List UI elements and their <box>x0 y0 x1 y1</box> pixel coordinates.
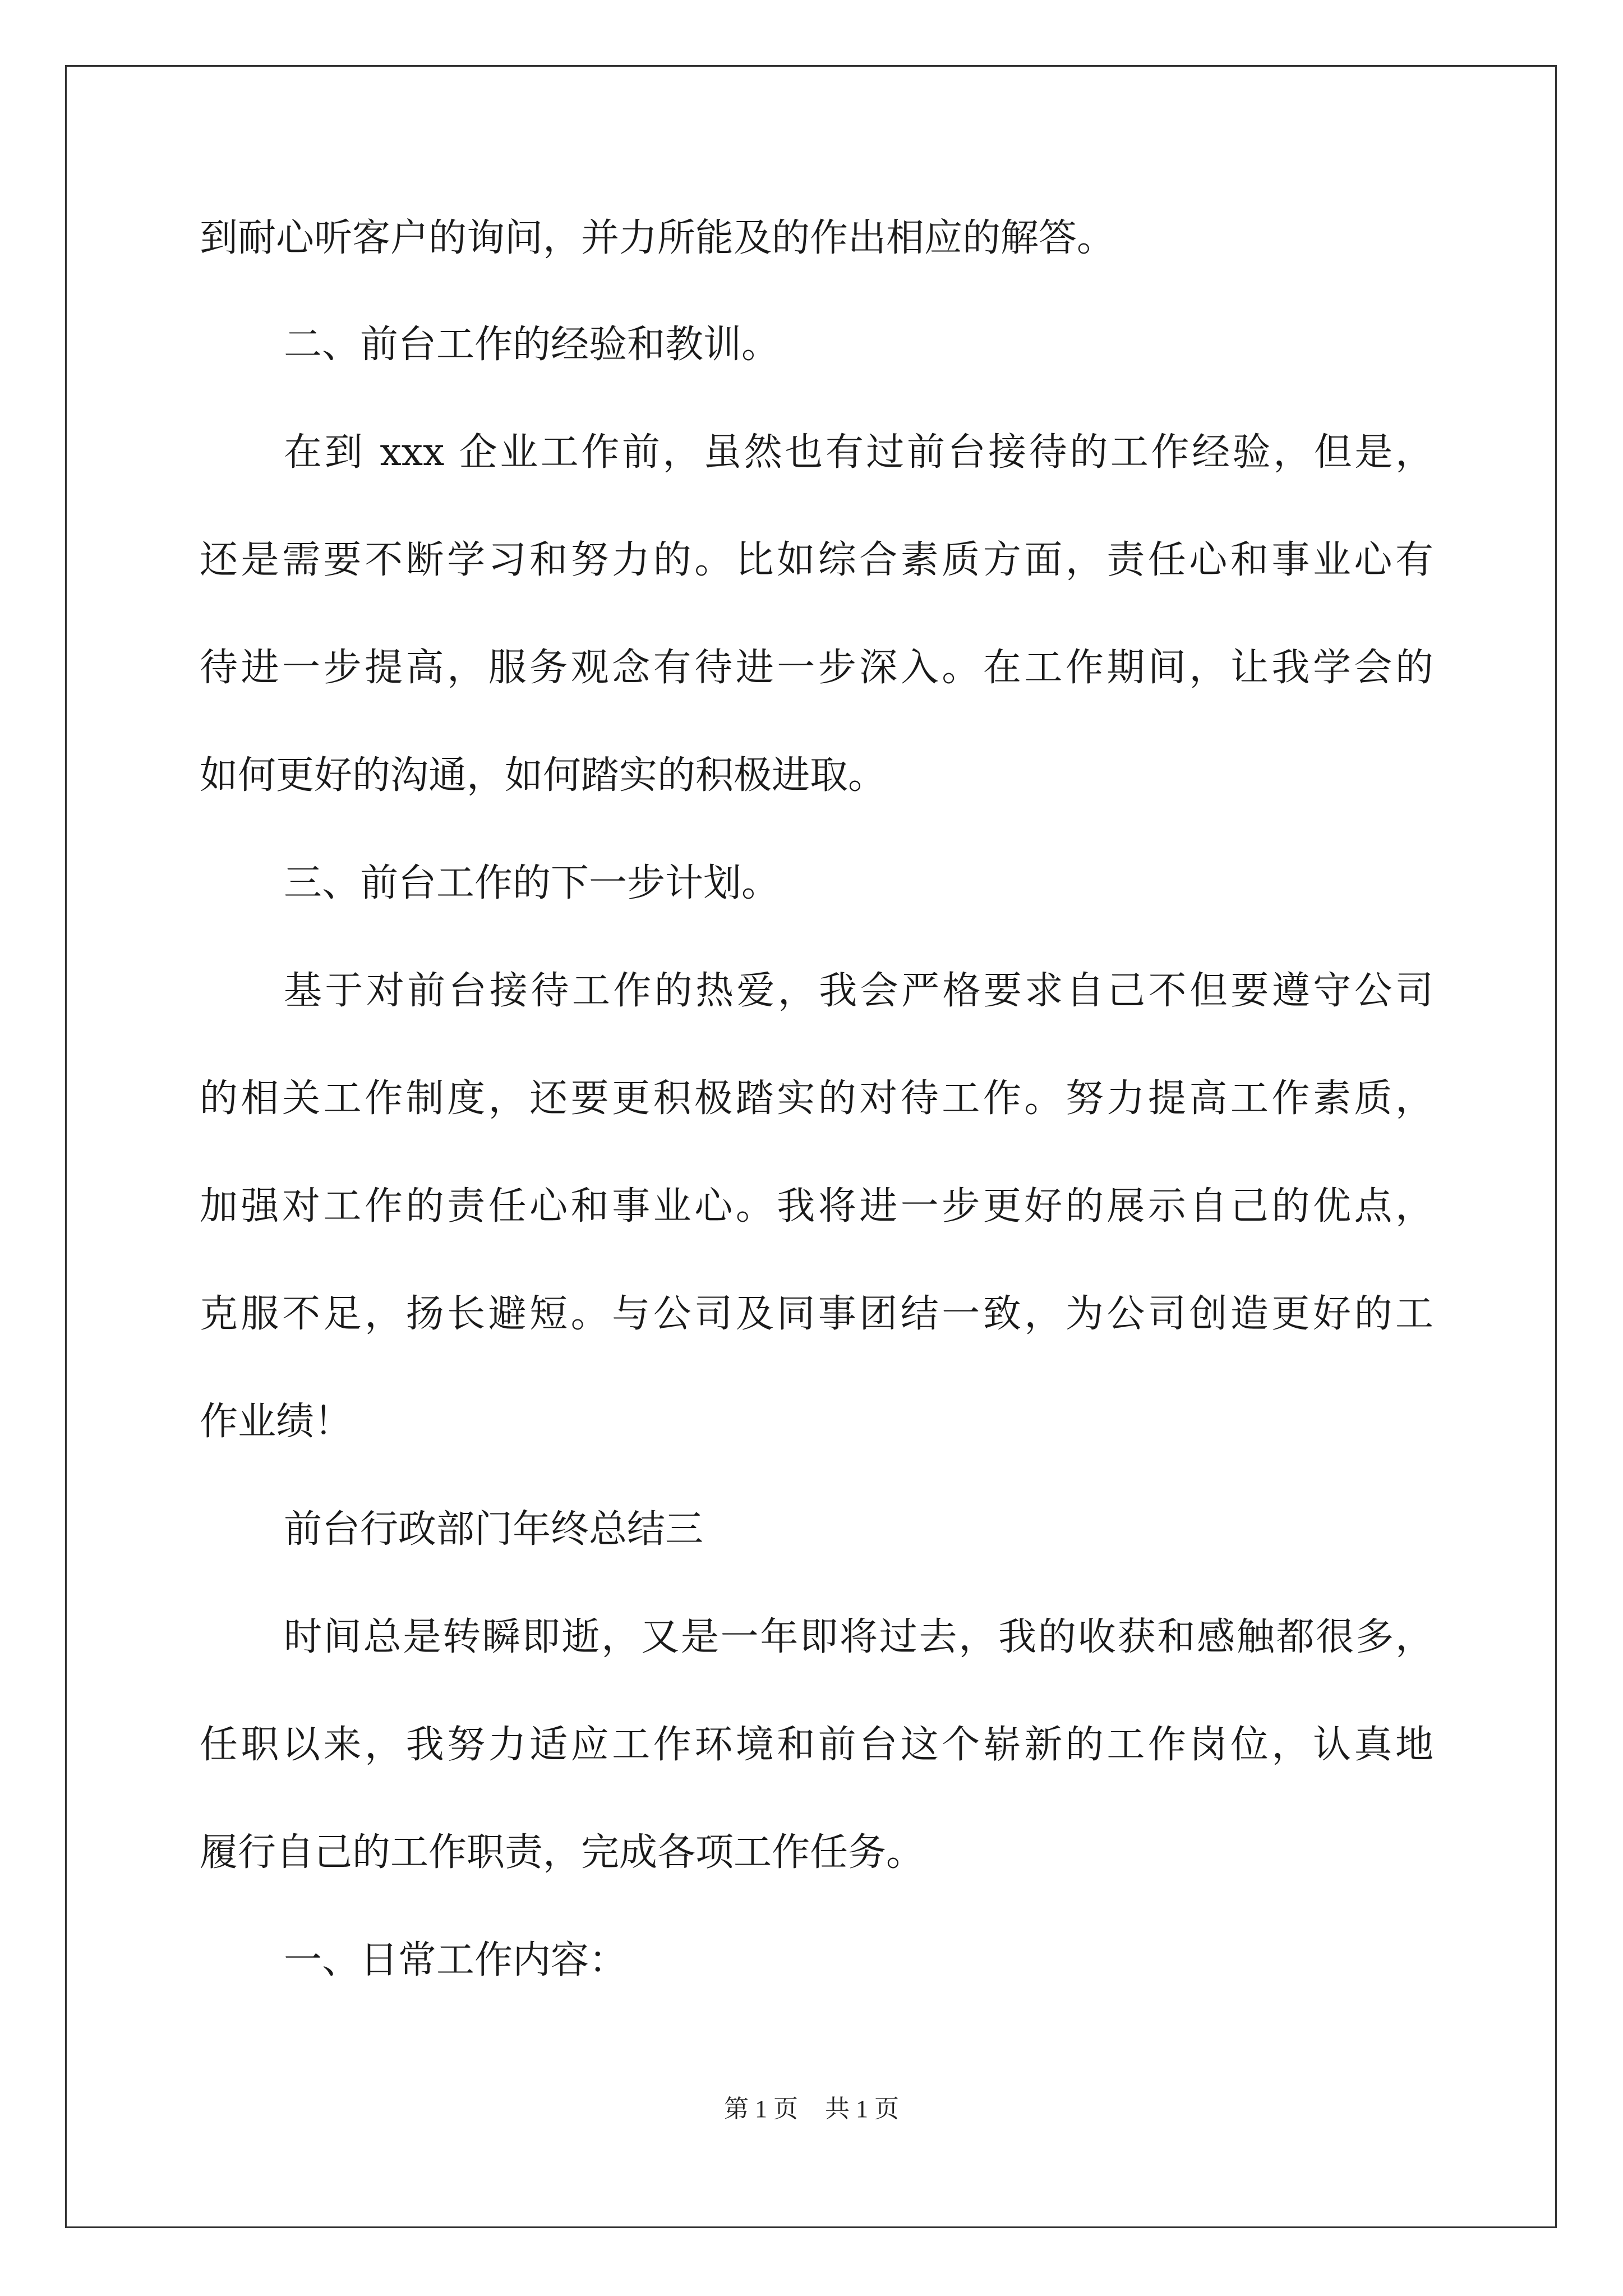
page-footer <box>0 2092 1623 2126</box>
section-heading: 二、前台工作的经验和教训。 <box>284 323 780 367</box>
body-text-line: 履行自己的工作职责，完成各项工作任务。 <box>200 1830 925 1875</box>
body-text-line: 克服不足，扬长避短。与公司及同事团结一致，为公司创造更好的工 <box>200 1292 1433 1336</box>
body-text-line: 待进一步提高，服务观念有待进一步深入。在工作期间，让我学会的 <box>200 646 1433 690</box>
body-text-line: 时间总是转瞬即逝，又是一年即将过去，我的收获和感触都很多， <box>284 1615 1433 1659</box>
body-text-line: 如何更好的沟通，如何踏实的积极进取。 <box>200 753 887 798</box>
body-text-line: 在到 xxx 企业工作前，虽然也有过前台接待的工作经验，但是， <box>284 430 1433 475</box>
body-text-line: 加强对工作的责任心和事业心。我将进一步更好的展示自己的优点， <box>200 1184 1433 1228</box>
page-border <box>65 65 1557 2228</box>
section-heading: 三、前台工作的下一步计划。 <box>284 861 780 905</box>
body-text-line: 到耐心听客户的询问，并力所能及的作出相应的解答。 <box>200 216 1115 260</box>
section-title: 前台行政部门年终总结三 <box>284 1507 704 1552</box>
body-text-line: 还是需要不断学习和努力的。比如综合素质方面，责任心和事业心有 <box>200 538 1433 582</box>
section-heading: 一、日常工作内容： <box>284 1938 628 1982</box>
page-number: 第 1 页 <box>724 2095 798 2123</box>
page-total: 共 1 页 <box>825 2095 899 2123</box>
body-text-line: 作业绩！ <box>200 1400 353 1444</box>
body-text-line: 的相关工作制度，还要更积极踏实的对待工作。努力提高工作素质， <box>200 1076 1433 1121</box>
body-text-line: 任职以来，我努力适应工作环境和前台这个崭新的工作岗位，认真地 <box>200 1723 1433 1767</box>
body-text-line: 基于对前台接待工作的热爱，我会严格要求自己不但要遵守公司 <box>284 969 1433 1013</box>
